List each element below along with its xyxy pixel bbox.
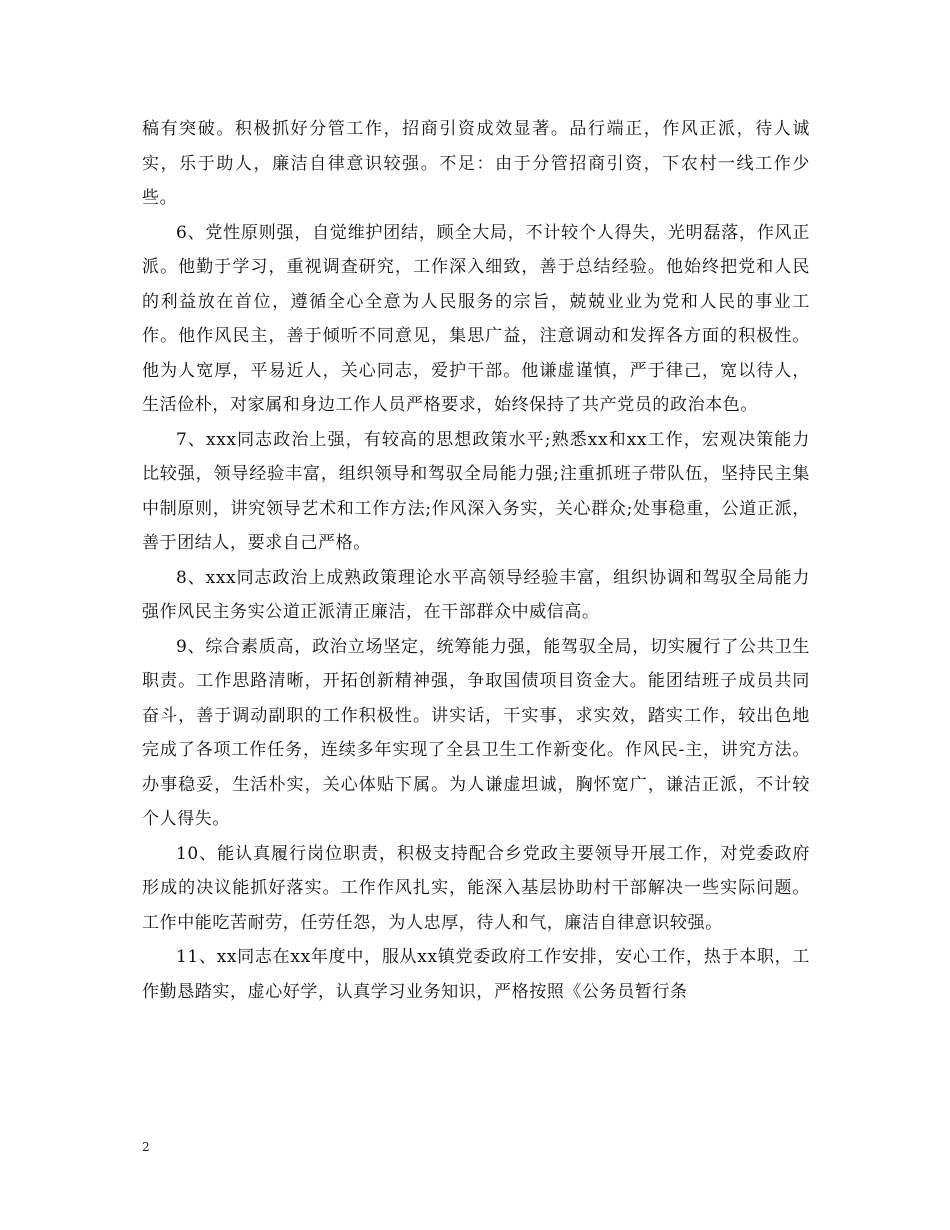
paragraph-item-10: 10、能认真履行岗位职责，积极支持配合乡党政主要领导开展工作，对党委政府形成的决议能抓好落实。工作作风扎实，能深入基层协助村干部解决一些实际问题。工作中能吃苦耐劳，任劳任怨，为人忠厚，待人和气，廉洁自律意识较强。: [142, 843, 810, 933]
paragraph-item-11: 11、xx同志在xx年度中，服从xx镇党委政府工作安排，安心工作，热于本职，工作勤恳踏实，虚心好学，认真学习业务知识，严格按照《公务员暂行条: [142, 947, 810, 1002]
document-body: [142, 112, 810, 1009]
page-number: 2: [142, 1140, 150, 1154]
paragraph-item-6: 6、党性原则强，自觉维护团结，顾全大局，不计较个人得失，光明磊落，作风正派。他勤于学习，重视调查研究，工作深入细致，善于总结经验。他始终把党和人民的利益放在首位，遵循全心全意为人民服务的宗旨，兢兢业业为党和人民的事业工作。他作风民主，善于倾听不同意见，集思广益，注意调动和发挥各方面的积极性。他为人宽厚，平易近人，关心同志，爱护干部。他谦虚谨慎，严于律己，宽以待人，生活俭朴，对家属和身边工作人员严格要求，始终保持了共产党员的政治本色。: [142, 222, 810, 415]
paragraph-item-7: 7、xxx同志政治上强，有较高的思想政策水平;熟悉xx和xx工作，宏观决策能力比较强，领导经验丰富，组织领导和驾驭全局能力强;注重抓班子带队伍，坚持民主集中制原则，讲究领导艺术和工作方法;作风深入务实，关心群众;处事稳重，公道正派，善于团结人，要求自己严格。: [142, 429, 810, 553]
paragraph-item-8: 8、xxx同志政治上成熟政策理论水平高领导经验丰富，组织协调和驾驭全局能力强作风民主务实公道正派清正廉洁，在干部群众中威信高。: [142, 567, 810, 622]
paragraph-continuation: 稿有突破。积极抓好分管工作，招商引资成效显著。品行端正，作风正派，待人诚实，乐于助人，廉洁自律意识较强。不足：由于分管招商引资，下农村一线工作少些。: [142, 119, 810, 208]
paragraph-item-9: 9、综合素质高，政治立场坚定，统筹能力强，能驾驭全局，切实履行了公共卫生职责。工作思路清晰，开拓创新精神强，争取国债项目资金大。能团结班子成员共同奋斗，善于调动副职的工作积极性。讲实话，干实事，求实效，踏实工作，较出色地完成了各项工作任务，连续多年实现了全县卫生工作新变化。作风民-主，讲究方法。办事稳妥，生活朴实，关心体贴下属。为人谦虚坦诚，胸怀宽广，谦洁正派，不计较个人得失。: [142, 636, 810, 829]
